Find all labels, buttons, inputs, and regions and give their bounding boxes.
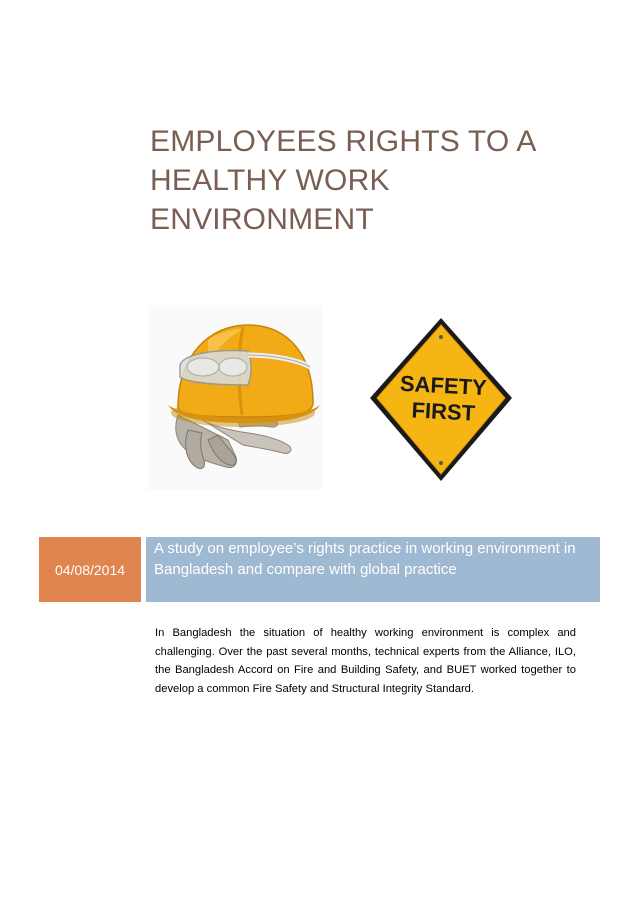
sign-text-line1: SAFETY	[399, 370, 488, 401]
subtitle-banner	[146, 537, 600, 602]
document-subtitle: A study on employee’s rights practice in working environment in Bangladesh and compare with global practice	[154, 540, 576, 578]
safety-first-sign	[366, 313, 516, 488]
hard-hat-icon	[148, 305, 323, 490]
document-title	[150, 122, 590, 239]
date-badge	[39, 537, 141, 602]
title-line-2: HEALTHY WORK	[150, 164, 390, 197]
cover-images	[148, 305, 518, 490]
title-line-1: EMPLOYEES RIGHTS TO A	[150, 125, 537, 158]
sign-text-line2: FIRST	[411, 397, 476, 426]
abstract-paragraph: In Bangladesh the situation of healthy working environment is complex and challenging. Over the past several months, technical experts from the Alliance, ILO, the Bangladesh Accord on Fire and Building Safety, and BUET worked together to develop a common Fire Safety and Structural Integrity Standard.	[155, 627, 576, 695]
hard-hat-image	[148, 305, 323, 490]
safety-first-sign-icon	[366, 313, 516, 488]
document-date: 04/08/2014	[54, 561, 126, 578]
title-line-3: ENVIRONMENT	[150, 203, 374, 236]
